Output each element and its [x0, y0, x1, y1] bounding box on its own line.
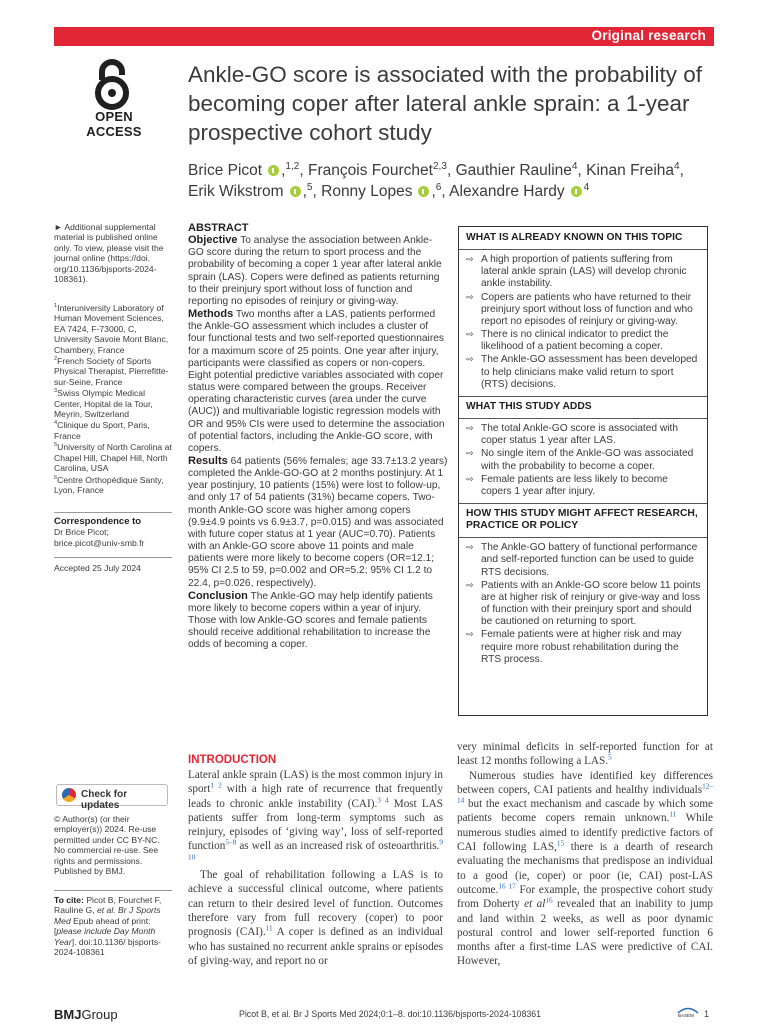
abstract-methods: [188, 308, 448, 455]
license-note: [54, 814, 172, 880]
divider: [54, 557, 172, 558]
affiliations: [54, 303, 172, 496]
objective-text: To analyse the association between Ankle-GO score during the return to sport process and the probability of becoming a coper 1 year after lateral ankle sprain (LAS). Copers were defined as patients returning to their preinjury sport without loss of function and reporting no episodes of reinjury or giving-way.: [188, 235, 442, 307]
reference-link[interactable]: 15: [556, 839, 565, 848]
methods-label: Methods: [188, 308, 234, 321]
adds-list: [466, 423, 701, 498]
adds-heading: WHAT THIS STUDY ADDS: [466, 400, 592, 412]
reference-link[interactable]: 5–8: [225, 838, 237, 847]
text: Numerous studies have identified key differences between copers, CAI patients and healthy individuals: [457, 769, 713, 796]
author-affiliation: 4: [571, 160, 578, 172]
author: Brice Picot ,$^{1,2}$,: [188, 160, 309, 179]
reference-link[interactable]: 1 2: [210, 781, 222, 790]
divider: [459, 396, 707, 397]
accepted-date: Accepted 25 July 2024: [54, 563, 141, 573]
affiliation-text: Interuniversity Laboratory of Human Movement Sciences, EA 7424, F-73000, C, University Savoie Mont Blanc, Chambery, France: [54, 303, 169, 355]
author-name: Ronny Lopes: [321, 183, 413, 200]
open-access-label: OPEN ACCESS: [86, 109, 142, 139]
author-name: François Fourchet: [308, 162, 433, 179]
affiliation-number: 1: [54, 303, 58, 310]
affiliation: [54, 388, 172, 419]
correspondence: [54, 516, 172, 548]
key-message-item: ⇨ There is no clinical indicator to predict the likelihood of a patient becoming a coper.: [466, 329, 701, 353]
affiliation-number: 4: [54, 420, 58, 427]
affiliation: [54, 356, 172, 387]
paragraph: [188, 768, 443, 868]
author-list: [188, 160, 708, 202]
author-name: Kinan Freiha: [586, 162, 675, 179]
author: François Fourchet$^{2,3}$,: [308, 160, 456, 179]
author: Ronny Lopes ,$^6$,: [321, 181, 450, 200]
basem-label: BASEM: [678, 1013, 694, 1018]
text: very minimal deficits in self-reported function for at least 12 months following a LAS.: [457, 741, 713, 768]
check-for-updates-label: Check for updates: [81, 789, 128, 811]
text: as well as an increased risk of osteoarthritis.: [236, 840, 440, 853]
methods-text: Two months after a LAS, patients performed the Ankle-GO assessment which includes a cluster of four functional tests and two self-reported questionnaires for a maximum score of 25 points. One year after injury, participants were classified as copers or non-copers. Eight potential predictive variables associated with coper status were compared between the groups. Receiver operating characteristic curves (area under the curve (AUC)) and multivariable logistic regression models with OR and 95% CIs were used to determine the association of potential factors, including the Ankle-GO score, with copers.: [188, 309, 445, 454]
policy-heading: HOW THIS STUDY MIGHT AFFECT RESEARCH, PRACTICE OR POLICY: [466, 507, 698, 532]
affiliation-text: Swiss Olympic Medical Center, Hopital de la Tour, Meyrin, Switzerland: [54, 388, 153, 420]
key-messages-box: [458, 226, 708, 716]
publisher-suffix: Group: [81, 1007, 118, 1022]
author: Kinan Freiha$^4$,: [586, 160, 684, 179]
reference-link[interactable]: 16: [545, 896, 553, 905]
cite-journal: Br J Sports Med: [54, 905, 161, 926]
reference-link[interactable]: 3 4: [377, 795, 389, 804]
conclusion-label: Conclusion: [188, 589, 248, 602]
key-message-item: ⇨ The total Ankle-GO score is associated with coper status 1 year after LAS.: [466, 423, 701, 447]
key-message-item: ⇨ Female patients are less likely to become copers 1 year after injury.: [466, 474, 701, 498]
conclusion-text: The Ankle-GO may help identify patients more likely to become copers within a year of injury. Those with low Ankle-GO scores and female patients should receive additional rehabilitation to increase the odds of becoming a coper.: [188, 590, 433, 651]
key-message-item: ⇨ A high proportion of patients suffering from lateral ankle sprain (LAS) will develop chronic ankle instability.: [466, 254, 701, 290]
text: but the exact mechanism and cascade by which some patients become copers remain unknown.: [457, 798, 713, 825]
article-title: Ankle-GO score is associated with the probability of becoming coper after lateral ankle sprain: a 1-year prospective cohort study: [188, 62, 702, 145]
key-message-item: ⇨ The Ankle-GO assessment has been developed to help clinicians make valid return to sport (RTS) decisions.: [466, 354, 701, 390]
cite-label: To cite:: [54, 895, 84, 905]
how-to-cite: [54, 890, 172, 957]
abstract: [188, 222, 448, 651]
affiliation-text: University of North Carolina at Chapel Hill, Chapel Hill, North Carolina, USA: [54, 442, 172, 474]
author-name: Erik Wikstrom: [188, 183, 284, 200]
author-affiliation: 5: [306, 181, 313, 193]
section-banner: [54, 27, 714, 46]
author-separator: ,: [302, 183, 307, 200]
author-affiliation: 6: [435, 181, 442, 193]
author: Erik Wikstrom ,$^5$,: [188, 181, 322, 200]
paragraph: [457, 769, 713, 969]
divider: [459, 418, 707, 419]
bmj-group-logo: [54, 1007, 118, 1022]
introduction-heading: INTRODUCTION: [188, 754, 277, 766]
author: [449, 183, 589, 200]
affiliation: [54, 442, 172, 473]
divider: [54, 512, 172, 513]
reference-link[interactable]: 5: [608, 753, 612, 762]
open-access-icon: [92, 58, 132, 110]
cite-text: Epub ahead of print: [: [54, 915, 151, 937]
correspondence-name: Dr Brice Picot;: [54, 527, 109, 538]
check-for-updates-button[interactable]: [56, 784, 168, 811]
paragraph: [457, 740, 713, 769]
divider: [459, 503, 707, 504]
text: The goal of rehabilitation following a LAS is to achieve a successful clinical outcome, where patients can return to their desired level of function. Outcomes therefore vary from full recovery (coper) to poor prognosis (CAI).: [188, 869, 443, 939]
text: et al: [524, 898, 546, 911]
publisher-name: BMJ: [54, 1007, 82, 1022]
text: Most LAS patients suffer from long-term symptoms such as reinjury, episodes of ‘giving way’, loss of self-reported function: [188, 797, 443, 853]
page-number: 1: [704, 1009, 710, 1019]
body-column-2: [457, 740, 713, 969]
author-affiliation: 4: [674, 160, 680, 172]
affiliation: [54, 475, 172, 496]
text: with a high rate of recurrence that frequently leads to chronic ankle instability (CAI).: [188, 783, 443, 810]
cite-text: Picot B, Fourchet F, Rauline G,: [54, 895, 162, 916]
objective-label: Objective: [188, 234, 238, 247]
reference-link[interactable]: 16 17: [498, 882, 516, 891]
key-message-item: ⇨ Patients with an Ankle-GO score below 11 points are at higher risk of reinjury or give-way and loss of function with their preinjury sport and should be cautioned on returning to sport.: [466, 580, 701, 629]
author-affiliation: 4: [583, 181, 590, 193]
affiliation-number: 5: [54, 442, 58, 449]
key-message-item: ⇨ The Ankle-GO battery of functional performance and self-reported function can be used to guide RTS decisions.: [466, 542, 701, 578]
basem-logo-icon: [676, 1004, 700, 1018]
correspondence-label: Correspondence to: [54, 516, 142, 527]
license-text: © Author(s) (or their employer(s)) 2024. Re-use permitted under CC BY-NC. No commercial re-use. See rights and permissions. Published by BMJ.: [54, 814, 160, 877]
author-affiliation: 1,2: [285, 160, 300, 172]
text: there is a dearth of research evaluating the mechanisms that predispose an individual to a good (ie, coper) or poor (ie, CAI) post-LAS outcome.: [457, 841, 714, 896]
abstract-results: [188, 455, 448, 590]
reference-link[interactable]: 11: [669, 810, 677, 819]
reference-link[interactable]: 11: [265, 924, 273, 933]
author-name: Gauthier Rauline: [455, 162, 572, 179]
text: A coper is defined as an individual who has sustained no recurrent ankle sprains or episodes of giving-way, and report no or: [188, 926, 443, 967]
section-label: Original research: [591, 28, 706, 43]
body-column-1: [188, 768, 443, 968]
orcid-icon[interactable]: [418, 186, 429, 197]
author-separator: ,: [431, 183, 436, 200]
reference-link[interactable]: 12–14: [457, 782, 713, 805]
text: Lateral ankle sprain (LAS) is the most common injury in sport: [188, 769, 443, 796]
results-text: 64 patients (56% females; age 33.7±13.2 years) completed the Ankle-GO-GO at 2 months postinjury. At 1 year postinjury, 10 patients (15%) were lost to follow-up, and only 17 of 54 patients (31%) became copers. Two-month Ankle-GO score was higher among copers (9.9±4.9 points vs 6.9±3.7, p=0.015) and was associated with future coper status at 1 year (AUC=0.70). Patients with an Ankle-GO score above 11 points and male patients were more likely to become copers (OR=12.1; 95% CI 2.5 to 59, p=0.002 and OR=5.2; 95% CI 1.2 to 22.4, p=0.026, respectively).: [188, 455, 448, 589]
author-affiliation: 2,3: [432, 160, 447, 172]
crossmark-icon: [62, 788, 76, 802]
policy-list: [466, 542, 701, 666]
author-separator: ,: [281, 162, 286, 179]
affiliation-text: Clinique du Sport, Paris, France: [54, 420, 150, 441]
author-name: Brice Picot: [188, 162, 263, 179]
divider: [459, 249, 707, 250]
text: For example, the prospective cohort study from Doherty: [457, 883, 713, 911]
affiliation-number: 2: [54, 356, 58, 363]
divider: [459, 537, 707, 538]
abstract-heading: ABSTRACT: [188, 222, 249, 234]
known-list: [466, 254, 701, 391]
affiliation-text: French Society of Sports Physical Therapist, Pierrefitte-sur-Seine, France: [54, 356, 169, 387]
footer-citation: Picot B, et al. Br J Sports Med 2024;0:1–8. doi:10.1136/bjsports-2024-108361: [238, 1009, 542, 1019]
affiliation-number: 6: [54, 474, 58, 481]
cite-text: ]. doi:10.1136/ bjsports-2024-108361: [54, 936, 161, 958]
correspondence-email[interactable]: brice.picot@univ-smb.fr: [54, 537, 145, 548]
affiliation-number: 3: [54, 388, 58, 395]
supplemental-text: ► Additional supplemental material is published online only. To view, please visit the journal online (https://doi. org/10.1136/bjsports-2024-108361).: [54, 222, 164, 285]
reference-link[interactable]: 9 10: [188, 838, 443, 862]
orcid-icon[interactable]: [571, 186, 582, 197]
affiliation: [54, 303, 172, 355]
known-heading: WHAT IS ALREADY KNOWN ON THIS TOPIC: [466, 232, 683, 243]
results-label: Results: [188, 454, 228, 467]
orcid-icon[interactable]: [290, 186, 301, 197]
supplemental-note: [54, 222, 172, 288]
author-name: Alexandre Hardy: [449, 183, 565, 200]
cite-etal: et al.: [97, 905, 116, 916]
orcid-icon[interactable]: [268, 165, 279, 176]
text: revealed that an inability to jump and land within 2 weeks, as well as poor dynamic postural control and lower self-reported function 6 months after a first-time LAS were predictive of CAI. However,: [457, 898, 713, 968]
paragraph: [188, 868, 443, 968]
text: While numerous studies aimed to identify predictive factors of CAI following LAS,: [457, 812, 713, 854]
author: Gauthier Rauline$^4$,: [455, 160, 587, 179]
key-message-item: ⇨ Female patients were at higher risk and may require more robust rehabilitation during the RTS process.: [466, 629, 701, 665]
key-message-item: ⇨ Copers are patients who have returned to their preinjury sport without loss of function and who report no episodes of reinjury or giving-way.: [466, 292, 701, 328]
abstract-objective: [188, 234, 448, 308]
affiliation: [54, 420, 172, 441]
affiliation-text: Centre Orthopédique Santy, Lyon, France: [54, 474, 164, 495]
key-message-item: ⇨ No single item of the Ankle-GO was associated with the probability to become a coper.: [466, 448, 701, 472]
abstract-conclusion: [188, 590, 448, 652]
cite-placeholder: please include Day Month Year: [54, 926, 156, 947]
